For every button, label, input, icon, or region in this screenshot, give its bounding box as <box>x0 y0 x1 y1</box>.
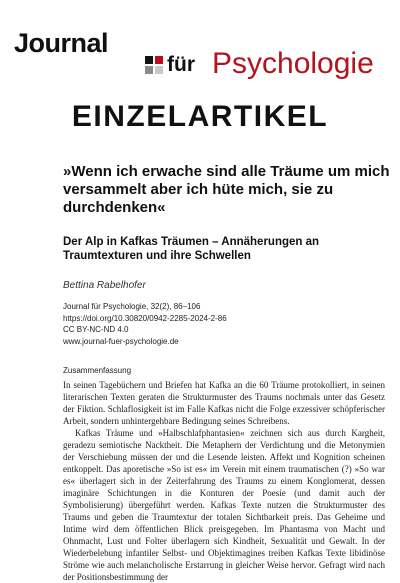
masthead-fuer-word: für <box>167 53 195 76</box>
logo-square-3 <box>145 66 153 74</box>
doi-link[interactable]: https://doi.org/10.30820/0942-2285-2024-2-86 <box>63 313 227 323</box>
logo-square-4 <box>155 66 163 74</box>
journal-masthead <box>14 24 386 80</box>
logo-square-2 <box>155 56 163 64</box>
masthead-journal-word: Journal <box>14 28 109 58</box>
article-type-heading: EINZELARTIKEL <box>71 100 329 133</box>
logo-square-1 <box>145 56 153 64</box>
article-subtitle: Der Alp in Kafkas Träumen – Annäherungen an Traumtexturen und ihre Schwellen <box>63 236 320 262</box>
citation-line: Journal für Psychologie, 32(2), 86–106 <box>63 302 201 311</box>
article-meta <box>63 301 227 347</box>
abstract-heading: Zusammenfassung <box>63 366 132 375</box>
article-author: Bettina Rabelhofer <box>63 280 146 291</box>
abstract-paragraph-2: Kafkas Träume und »Halbschlafphantasien« zeichnen sich aus durch Kargheit, geradezu semiotische Nacktheit. Die Metaphern der Verdichtung und die Metonymien der Verschiebung müssen der und die Lesende leisten. Affekt und Kognition scheinen entkoppelt. Das aporetische »So ist es« im Verein mit einem traumatischen (?) »So war es« überlagert sich in der Zeiterfahrung des Traums zu einem Konglomerat, dessen imaginäre Schichtungen in die Konturen der Poesie (und damit auch der Symbolisierung) übergeführt werden. Kafkas Texte nutzen die Strukturmuster des Traums und geben die Traumtextur der totalen Sichtbarkeit preis. Das Geheime und Intime wird dem öffentlichen Blick preisgegeben. Im Phantasma von Macht und Ohnmacht, Lust und Folter überlagern sich Kindheit, Sexualität und Gewalt. In der Wiederbelebung infantiler Selbst- und Objektimagines treiben Kafkas Texte libidinöse Ströme wie auch melancholische Erstarrung in gleicher Weise hervor. Gefragt wird nach der Positionsbestimmung der <box>63 428 385 582</box>
abstract-body <box>63 379 385 582</box>
article-title: »Wenn ich erwache sind alle Träume um mich versammelt aber ich hüte mich, sie zu durchdenken« <box>63 163 390 216</box>
masthead-psychologie-word: Psychologie <box>212 47 374 80</box>
abstract-paragraph-1: In seinen Tagebüchern und Briefen hat Kafka an die 60 Träume protokolliert, in seinen literarischen Texten geraten die Strukturmuster des Traums nochmals unter das Gesetz der Fiktion. Schlaflosigkeit ist im Falle Kafkas nicht die Folge exzessiver schöpferischer Arbeit, sondern unhintergehbare Bedingung seines Schreibens. <box>63 380 385 426</box>
masthead-squares-logo <box>145 56 163 74</box>
license-line: CC BY-NC-ND 4.0 <box>63 325 129 334</box>
website-link[interactable]: www.journal-fuer-psychologie.de <box>63 336 179 346</box>
